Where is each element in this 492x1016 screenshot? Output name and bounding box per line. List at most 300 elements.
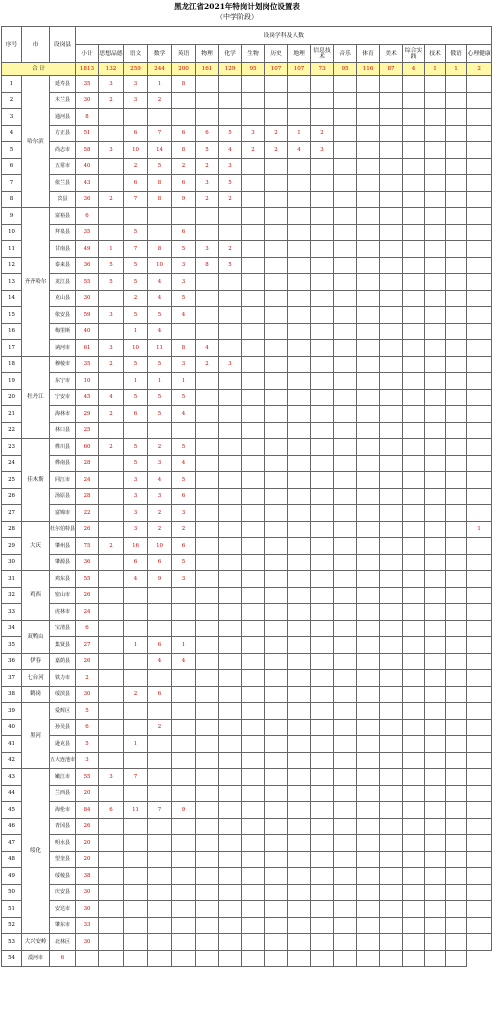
row-cell [242, 92, 265, 109]
row-seq: 49 [2, 868, 22, 885]
row-cell [172, 884, 196, 901]
row-cell [311, 719, 334, 736]
row-cell: 5 [148, 307, 172, 324]
row-cell [403, 290, 425, 307]
row-seq: 10 [2, 224, 22, 241]
row-cell: 3 [172, 274, 196, 291]
row-cell [148, 224, 172, 241]
row-cell [334, 703, 357, 720]
row-county: 嫩江市 [50, 769, 76, 786]
row-county: 穆棱市 [50, 356, 76, 373]
row-cell [148, 109, 172, 126]
row-cell [357, 455, 380, 472]
row-cell [172, 686, 196, 703]
row-cell [334, 274, 357, 291]
row-cell [311, 323, 334, 340]
row-cell [288, 439, 311, 456]
row-cell [219, 488, 242, 505]
row-county: 宾县 [50, 191, 76, 208]
row-cell [380, 637, 403, 654]
row-seq: 38 [2, 686, 22, 703]
row-cell [425, 950, 446, 967]
row-cell [425, 455, 446, 472]
row-cell [357, 917, 380, 934]
row-cell [219, 538, 242, 555]
row-cell [446, 356, 467, 373]
row-cell [99, 224, 124, 241]
row-cell [446, 257, 467, 274]
row-cell [172, 835, 196, 852]
row-seq: 13 [2, 274, 22, 291]
row-cell [288, 290, 311, 307]
row-cell [380, 868, 403, 885]
row-cell [403, 488, 425, 505]
row-cell [380, 505, 403, 522]
row-cell [467, 488, 492, 505]
row-cell [124, 422, 148, 439]
row-cell [311, 439, 334, 456]
row-cell [380, 373, 403, 390]
row-cell [148, 422, 172, 439]
row-cell [124, 818, 148, 835]
row-cell [196, 637, 219, 654]
table-row [2, 521, 492, 538]
row-county: 桦南县 [50, 455, 76, 472]
table-row [2, 406, 492, 423]
row-cell [99, 505, 124, 522]
row-cell [124, 950, 148, 967]
row-seq: 17 [2, 340, 22, 357]
total-cell: 2 [467, 63, 492, 76]
row-cell [172, 868, 196, 885]
row-cell [380, 472, 403, 489]
header-subject: 音乐 [334, 45, 357, 63]
row-cell [148, 835, 172, 852]
row-cell [446, 274, 467, 291]
row-cell [311, 158, 334, 175]
row-cell [357, 76, 380, 93]
row-cell [288, 158, 311, 175]
header-subject: 语文 [124, 45, 148, 63]
row-cell [446, 521, 467, 538]
row-cell [380, 76, 403, 93]
row-cell [288, 587, 311, 604]
row-cell [446, 208, 467, 225]
row-cell [380, 175, 403, 192]
row-cell [172, 587, 196, 604]
row-cell [124, 703, 148, 720]
row-cell [196, 554, 219, 571]
row-cell [265, 587, 288, 604]
row-cell [357, 868, 380, 885]
row-cell [196, 224, 219, 241]
row-cell [403, 736, 425, 753]
row-cell [403, 950, 425, 967]
row-seq: 54 [2, 950, 22, 967]
row-cell [380, 554, 403, 571]
row-cell [288, 241, 311, 258]
row-cell [124, 604, 148, 621]
row-seq: 18 [2, 356, 22, 373]
row-seq: 24 [2, 455, 22, 472]
row-county: 望奎县 [50, 851, 76, 868]
row-cell [425, 901, 446, 918]
row-cell [357, 158, 380, 175]
row-cell [242, 604, 265, 621]
total-cell: 107 [265, 63, 288, 76]
row-seq: 33 [2, 604, 22, 621]
row-cell [357, 241, 380, 258]
row-cell [357, 406, 380, 423]
row-cell [265, 472, 288, 489]
row-cell [380, 356, 403, 373]
row-cell: 5 [124, 356, 148, 373]
row-cell [288, 818, 311, 835]
row-cell [172, 950, 196, 967]
row-cell [242, 917, 265, 934]
row-county: 安达市 [50, 901, 76, 918]
row-cell: 2 [124, 686, 148, 703]
row-cell [196, 505, 219, 522]
row-cell [425, 884, 446, 901]
row-seq: 48 [2, 851, 22, 868]
row-cell [265, 884, 288, 901]
row-cell [311, 257, 334, 274]
table-row [2, 554, 492, 571]
header-subject: 思想品德 [99, 45, 124, 63]
row-cell [196, 703, 219, 720]
row-cell [446, 835, 467, 852]
row-cell [425, 653, 446, 670]
row-cell [172, 785, 196, 802]
row-cell [425, 752, 446, 769]
row-cell [172, 901, 196, 918]
row-cell [242, 455, 265, 472]
row-cell: 4 [148, 472, 172, 489]
row-cell [219, 736, 242, 753]
row-cell: 5 [124, 257, 148, 274]
row-cell [380, 158, 403, 175]
row-cell [196, 835, 219, 852]
row-cell [446, 604, 467, 621]
row-cell [446, 323, 467, 340]
row-cell [219, 274, 242, 291]
row-cell [446, 571, 467, 588]
row-cell [265, 505, 288, 522]
row-cell [124, 917, 148, 934]
row-cell: 3 [124, 505, 148, 522]
row-cell: 5 [99, 274, 124, 291]
row-county: 爱辉区 [50, 703, 76, 720]
row-cell [219, 884, 242, 901]
table-row [2, 802, 492, 819]
header-subject: 综合实践 [403, 45, 425, 63]
row-cell [311, 241, 334, 258]
row-cell [242, 554, 265, 571]
row-cell [196, 323, 219, 340]
row-cell [311, 224, 334, 241]
row-cell [446, 802, 467, 819]
row-cell: 26 [76, 818, 99, 835]
row-cell [288, 224, 311, 241]
row-cell [242, 191, 265, 208]
row-cell [380, 571, 403, 588]
row-cell: 5 [148, 158, 172, 175]
row-cell [467, 851, 492, 868]
row-cell [219, 604, 242, 621]
row-cell [242, 323, 265, 340]
row-county: 克山县 [50, 290, 76, 307]
row-cell [467, 439, 492, 456]
row-seq: 21 [2, 406, 22, 423]
total-cell: 95 [334, 63, 357, 76]
row-cell: 30 [76, 686, 99, 703]
row-cell [311, 554, 334, 571]
row-cell: 3 [99, 142, 124, 159]
row-cell [311, 950, 334, 967]
row-cell [425, 340, 446, 357]
row-cell [403, 571, 425, 588]
row-cell [242, 884, 265, 901]
row-cell [99, 290, 124, 307]
row-cell [172, 92, 196, 109]
row-cell [196, 389, 219, 406]
table-row [2, 472, 492, 489]
row-cell [403, 604, 425, 621]
row-cell [380, 406, 403, 423]
row-seq: 3 [2, 109, 22, 126]
row-cell [380, 92, 403, 109]
row-cell: 6 [172, 224, 196, 241]
row-cell: 6 [148, 686, 172, 703]
row-cell [99, 868, 124, 885]
row-cell [242, 224, 265, 241]
row-cell [196, 686, 219, 703]
row-cell [288, 835, 311, 852]
row-cell: 8 [196, 257, 219, 274]
row-cell [380, 109, 403, 126]
row-cell [311, 604, 334, 621]
row-cell: 3 [196, 241, 219, 258]
row-cell [403, 802, 425, 819]
row-cell [467, 241, 492, 258]
row-cell [380, 389, 403, 406]
row-cell: 2 [265, 142, 288, 159]
row-cell: 29 [76, 406, 99, 423]
row-cell [242, 274, 265, 291]
row-cell [196, 884, 219, 901]
table-row [2, 769, 492, 786]
row-cell [467, 76, 492, 93]
row-cell [148, 752, 172, 769]
row-cell [265, 340, 288, 357]
total-cell: 107 [288, 63, 311, 76]
row-cell [99, 752, 124, 769]
row-cell [242, 505, 265, 522]
row-cell [467, 158, 492, 175]
row-cell [467, 736, 492, 753]
row-cell: 58 [76, 142, 99, 159]
row-cell [425, 587, 446, 604]
row-cell [446, 769, 467, 786]
row-cell: 30 [76, 92, 99, 109]
row-cell [425, 934, 446, 951]
row-cell [425, 422, 446, 439]
total-cell: 259 [124, 63, 148, 76]
row-cell [446, 653, 467, 670]
row-cell: 59 [76, 307, 99, 324]
table-row [2, 719, 492, 736]
row-cell [425, 472, 446, 489]
row-cell [403, 142, 425, 159]
row-seq: 43 [2, 769, 22, 786]
row-cell: 5 [196, 142, 219, 159]
row-cell [219, 455, 242, 472]
row-cell: 2 [148, 439, 172, 456]
row-cell: 28 [76, 488, 99, 505]
row-cell: 6 [99, 802, 124, 819]
row-cell [311, 752, 334, 769]
row-cell [99, 554, 124, 571]
row-cell [357, 620, 380, 637]
row-cell: 6 [172, 538, 196, 555]
row-cell [467, 917, 492, 934]
row-cell [288, 191, 311, 208]
table-row [2, 323, 492, 340]
row-seq: 51 [2, 901, 22, 918]
row-cell [357, 257, 380, 274]
row-cell [357, 571, 380, 588]
row-seq: 45 [2, 802, 22, 819]
row-cell [380, 901, 403, 918]
row-cell [403, 92, 425, 109]
row-cell [425, 274, 446, 291]
row-cell [425, 736, 446, 753]
row-cell [334, 554, 357, 571]
row-cell [311, 191, 334, 208]
row-cell [446, 637, 467, 654]
row-cell [357, 851, 380, 868]
row-cell [196, 620, 219, 637]
row-cell: 35 [76, 224, 99, 241]
row-cell [467, 505, 492, 522]
table-row [2, 241, 492, 258]
row-cell [219, 290, 242, 307]
row-cell: 1 [124, 373, 148, 390]
row-cell [196, 472, 219, 489]
row-cell [196, 851, 219, 868]
row-cell [265, 719, 288, 736]
row-cell: 8 [172, 340, 196, 357]
row-cell [425, 538, 446, 555]
row-cell [288, 802, 311, 819]
row-cell [403, 934, 425, 951]
row-cell [425, 109, 446, 126]
row-cell [311, 851, 334, 868]
row-cell: 5 [172, 290, 196, 307]
row-cell [219, 802, 242, 819]
row-cell [242, 406, 265, 423]
table-row [2, 488, 492, 505]
row-cell [467, 472, 492, 489]
table-row [2, 637, 492, 654]
header-subject: 技术 [425, 45, 446, 63]
row-cell: 55 [76, 274, 99, 291]
row-cell [196, 785, 219, 802]
row-cell [467, 934, 492, 951]
row-city: 鸡西 [22, 571, 50, 621]
table-row [2, 884, 492, 901]
row-cell [288, 719, 311, 736]
row-cell [403, 439, 425, 456]
row-seq: 8 [2, 191, 22, 208]
row-city: 大庆 [22, 521, 50, 571]
row-cell [403, 356, 425, 373]
row-cell [242, 538, 265, 555]
row-cell [196, 802, 219, 819]
table-row [2, 950, 492, 967]
row-cell [425, 571, 446, 588]
row-cell [467, 109, 492, 126]
total-cell: 116 [357, 63, 380, 76]
row-cell [425, 389, 446, 406]
row-cell [242, 472, 265, 489]
row-cell [357, 703, 380, 720]
row-cell [219, 422, 242, 439]
row-cell [334, 884, 357, 901]
row-cell [403, 901, 425, 918]
row-cell [334, 422, 357, 439]
row-cell [311, 109, 334, 126]
row-cell [425, 818, 446, 835]
header-subject: 小计 [76, 45, 99, 63]
row-cell [357, 653, 380, 670]
row-cell [265, 257, 288, 274]
row-cell [334, 719, 357, 736]
row-cell [334, 521, 357, 538]
table-row [2, 356, 492, 373]
row-cell [380, 290, 403, 307]
row-cell [99, 934, 124, 951]
row-county: 林口县 [50, 422, 76, 439]
row-cell: 36 [76, 257, 99, 274]
row-seq: 27 [2, 505, 22, 522]
row-cell [288, 868, 311, 885]
row-cell [380, 670, 403, 687]
row-cell [196, 488, 219, 505]
row-cell [357, 950, 380, 967]
row-cell [425, 868, 446, 885]
row-cell [380, 224, 403, 241]
row-cell [196, 719, 219, 736]
row-cell [380, 455, 403, 472]
row-cell [288, 604, 311, 621]
row-cell [288, 76, 311, 93]
row-cell [425, 92, 446, 109]
row-cell [357, 125, 380, 142]
row-city: 七台河 [22, 670, 50, 687]
row-cell [334, 901, 357, 918]
row-cell [265, 109, 288, 126]
table-row [2, 224, 492, 241]
row-city: 哈尔滨 [22, 76, 50, 208]
row-cell: 3 [124, 488, 148, 505]
header-subject: 心理健康 [467, 45, 492, 63]
row-cell: 4 [148, 290, 172, 307]
row-cell [425, 224, 446, 241]
row-seq: 26 [2, 488, 22, 505]
row-cell [288, 373, 311, 390]
